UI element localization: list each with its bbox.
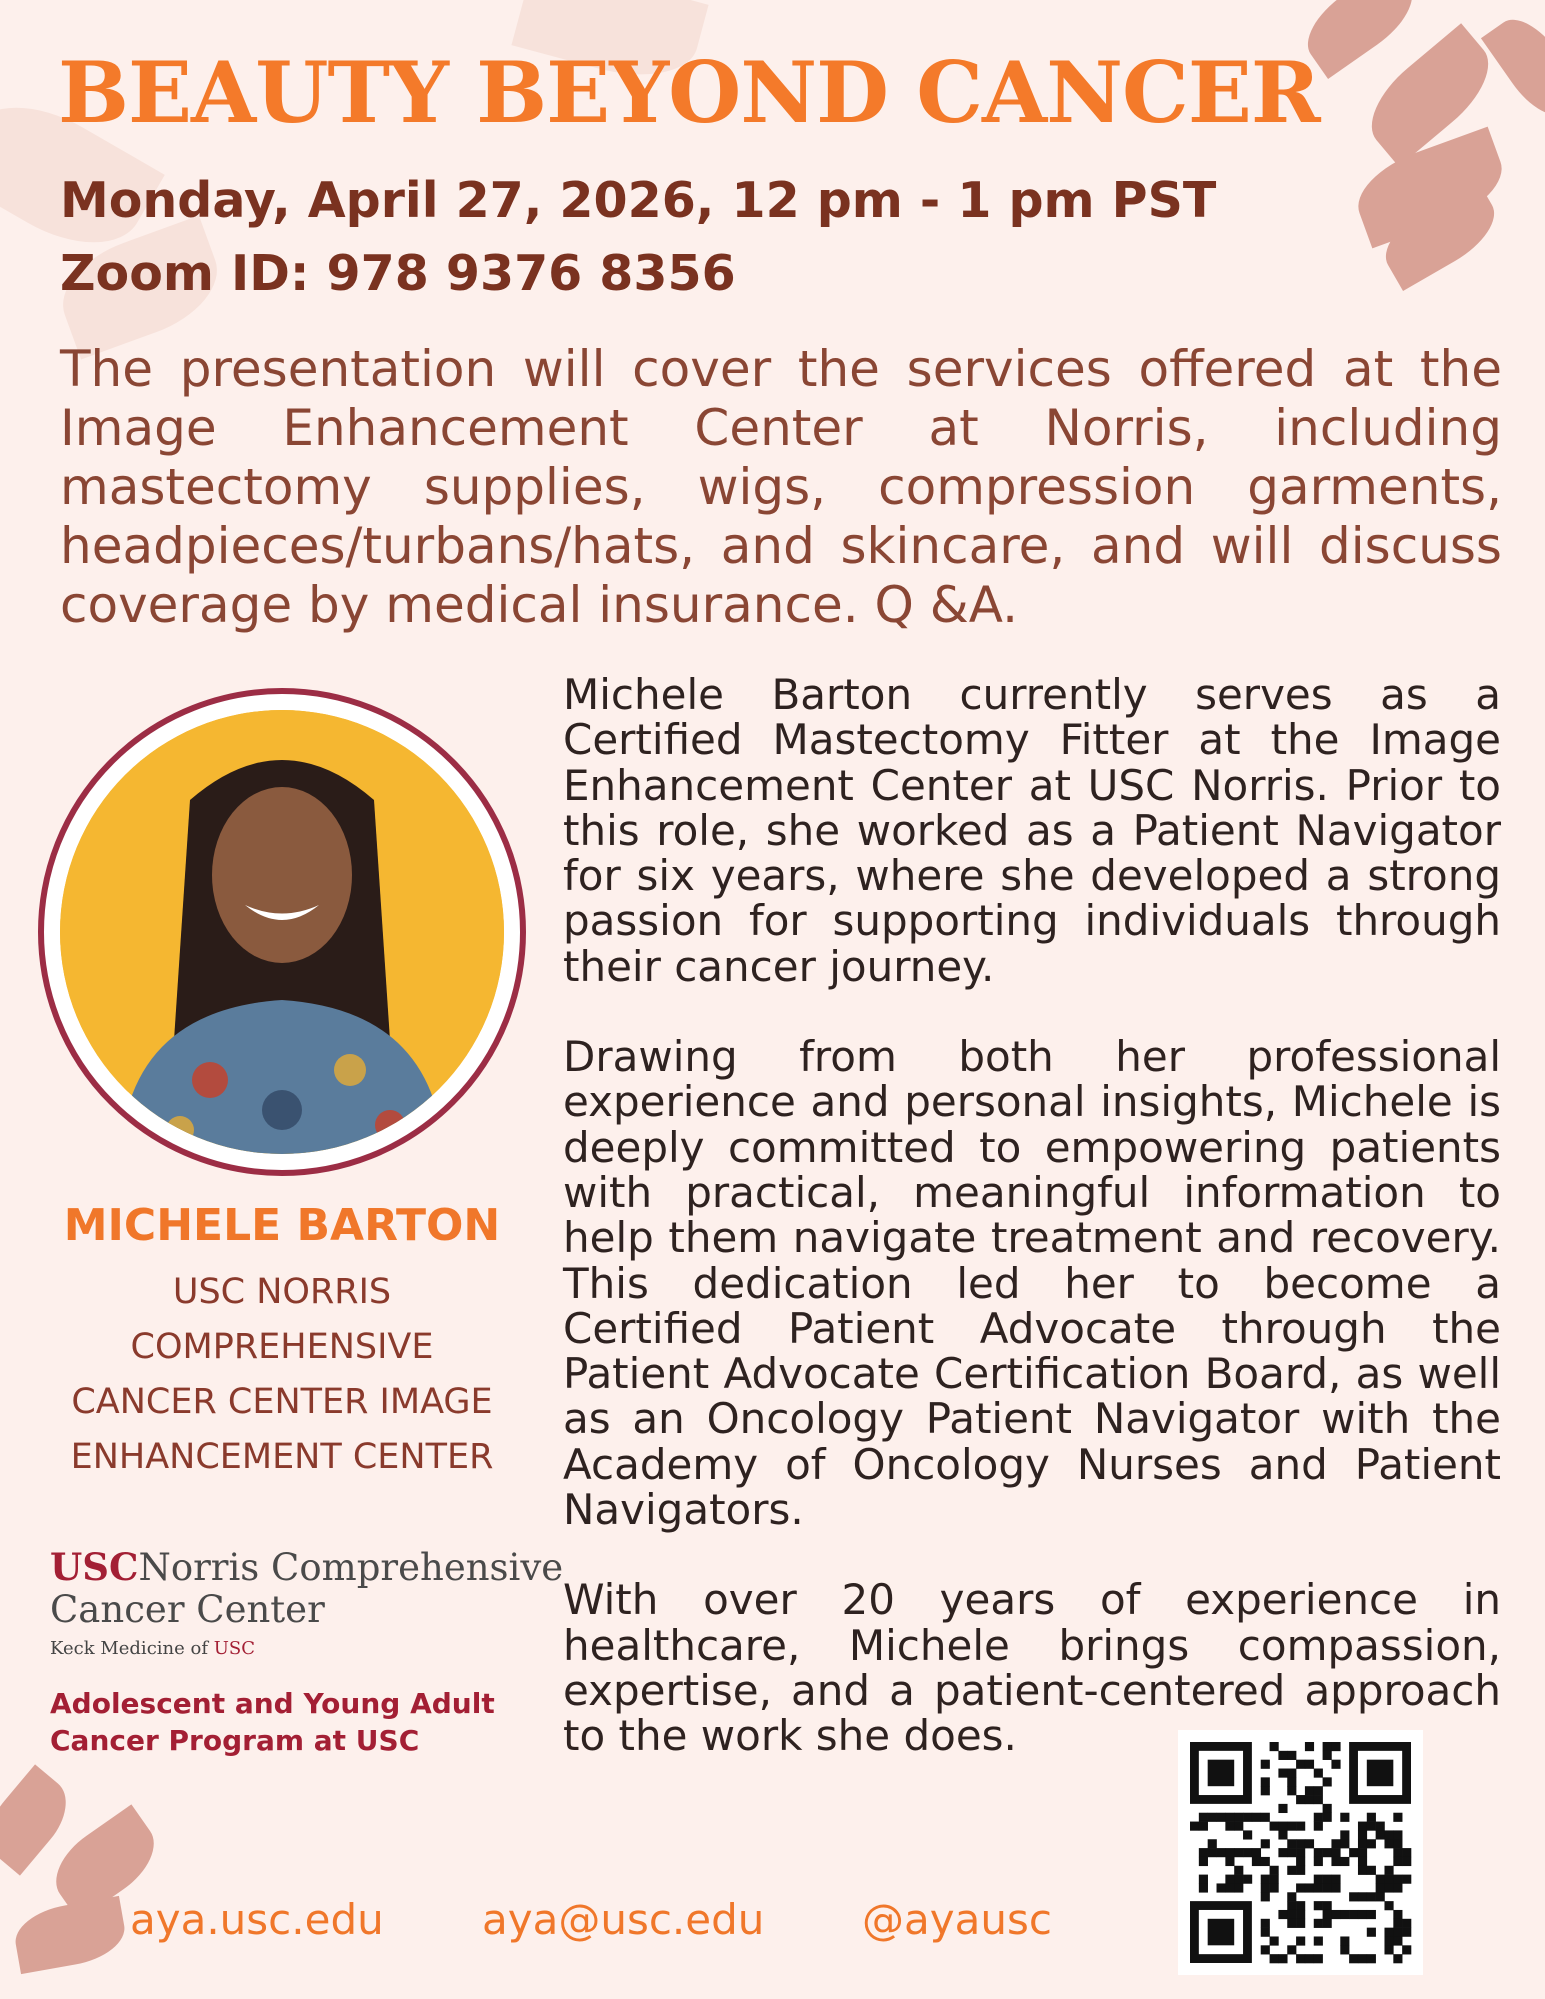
- speaker-bio: [563, 672, 1501, 1804]
- email-link[interactable]: aya@usc.edu: [482, 1895, 765, 1944]
- bio-paragraph: Michele Barton currently serves as a Certified Mastectomy Fitter at the Image Enhancement Center at USC Norris. Prior to this role, she worked as a Patient Navigator for six years, where she developed a strong passion for supporting individuals through their cancer journey.: [563, 670, 1501, 991]
- zoom-id: Zoom ID: 978 9376 8356: [60, 245, 736, 302]
- qr-code-icon: [1178, 1730, 1423, 1975]
- event-description: The presentation will cover the services offered at the Image Enhancement Center at Norris, including mastectomy supplies, wigs, compression garments, headpieces/turbans/hats, and skincare, and will discuss coverage by medical insurance. Q &A.: [60, 340, 1502, 634]
- keck-text: Keck Medicine of: [50, 1638, 208, 1659]
- bio-paragraph: With over 20 years of experience in healthcare, Michele brings compassion, expertise, and a patient-centered approach to the work she does.: [563, 1575, 1501, 1761]
- aya-program-logo: [50, 1685, 495, 1759]
- speaker-photo: [60, 710, 504, 1154]
- social-handle-link[interactable]: @ayausc: [862, 1895, 1052, 1944]
- keck-usc-text: USC: [213, 1638, 256, 1659]
- program-line2: Cancer Program at USC: [50, 1724, 420, 1757]
- program-line1: Adolescent and Young Adult: [50, 1687, 495, 1720]
- norris-line1: Norris Comprehensive: [138, 1546, 564, 1589]
- speaker-portrait-illustration: [60, 710, 504, 1154]
- event-date: Monday, April 27, 2026, 12 pm - 1 pm PST: [60, 172, 1217, 229]
- keck-medicine-logo: [50, 1638, 255, 1659]
- speaker-affiliation: [38, 1265, 526, 1485]
- leaf-icon: [1481, 7, 1545, 129]
- speaker-affiliation-line: ENHANCEMENT CENTER: [70, 1437, 494, 1477]
- speaker-affiliation-line: COMPREHENSIVE: [130, 1327, 434, 1367]
- qr-code[interactable]: [1178, 1730, 1423, 1975]
- speaker-affiliation-line: CANCER CENTER IMAGE: [71, 1382, 493, 1422]
- speaker-photo-frame: [38, 688, 526, 1176]
- speaker-affiliation-line: USC NORRIS: [172, 1272, 392, 1312]
- usc-wordmark: USC: [50, 1545, 139, 1589]
- bio-paragraph: Drawing from both her professional experience and personal insights, Michele is deeply committed to empowering patients with practical, meaningful information to help them navigate treatment and recovery. This dedication led her to become a Certified Patient Advocate through the Patient Advocate Certification Board, as well as an Oncology Patient Navigator with the Academy of Oncology Nurses and Patient Navigators.: [563, 1032, 1501, 1535]
- event-title: BEAUTY BEYOND CANCER: [58, 43, 1320, 142]
- speaker-name: MICHELE BARTON: [63, 1200, 501, 1251]
- usc-norris-logo: [50, 1546, 563, 1631]
- website-link[interactable]: aya.usc.edu: [130, 1895, 384, 1944]
- norris-line2: Cancer Center: [50, 1588, 325, 1631]
- leaf-icon: [11, 1896, 130, 1974]
